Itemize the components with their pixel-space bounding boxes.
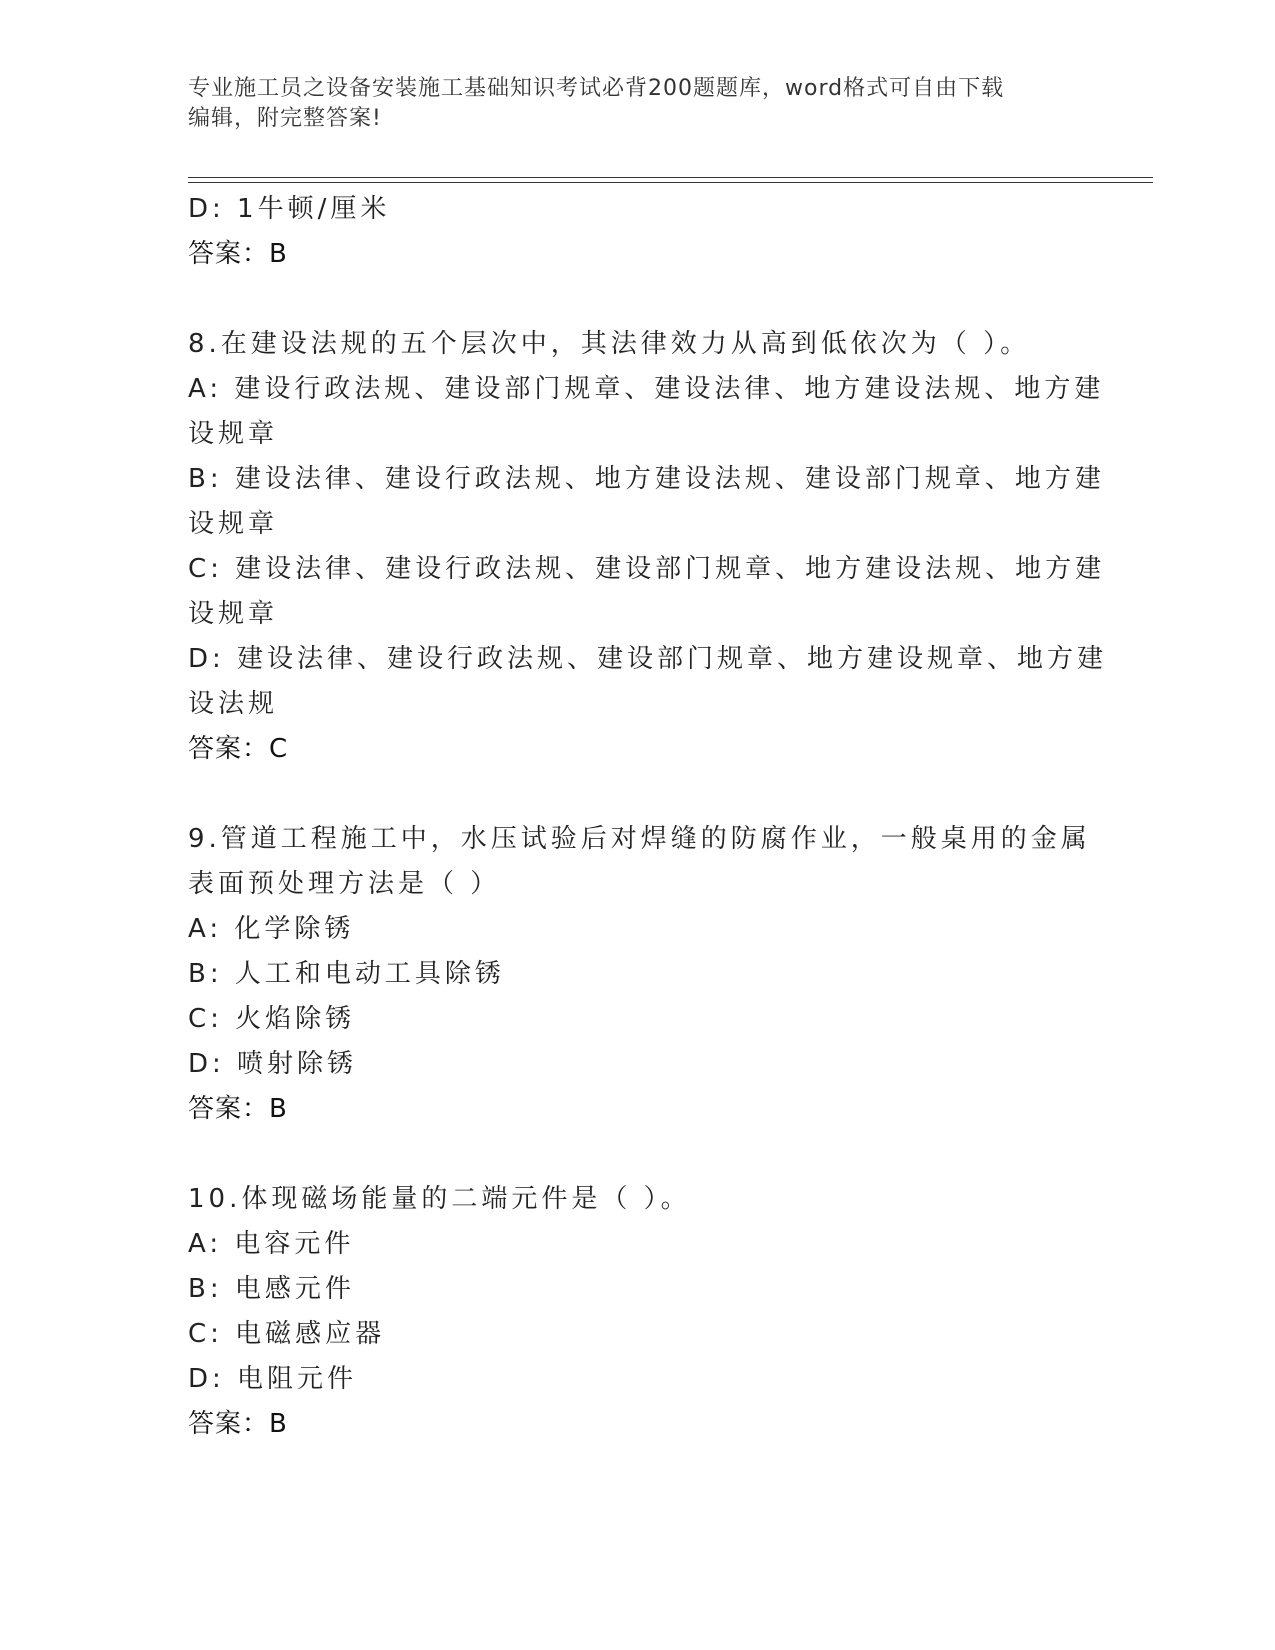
question-stem: 9.管道工程施工中，水压试验后对焊缝的防腐作业，一般桌用的金属	[188, 824, 1091, 854]
option-d: D: 1牛顿/厘米	[188, 194, 391, 224]
option-b: B: 建设法律、建设行政法规、地方建设法规、建设部门规章、地方建	[188, 464, 1105, 494]
header-line-2: 编辑，附完整答案!	[188, 106, 382, 131]
question-stem: 8.在建设法规的五个层次中，其法律效力从高到低依次为（ ）。	[188, 329, 1031, 359]
option-b-cont: 设规章	[188, 509, 279, 539]
question-stem-cont: 表面预处理方法是（ ）	[188, 869, 501, 899]
option-a: A: 化学除锈	[188, 914, 355, 944]
question-10	[188, 1177, 1088, 1447]
document-body	[188, 187, 1108, 1447]
answer-line: 答案：B	[188, 239, 288, 269]
option-a-cont: 设规章	[188, 419, 279, 449]
option-d-cont: 设法规	[188, 689, 279, 719]
option-a: A: 建设行政法规、建设部门规章、建设法律、地方建设法规、地方建	[188, 374, 1105, 404]
header-line-1: 专业施工员之设备安装施工基础知识考试必背200题题库，word格式可自由下载	[188, 76, 1005, 101]
option-a: A: 电容元件	[188, 1229, 355, 1259]
option-b: B: 电感元件	[188, 1274, 355, 1304]
answer-line: 答案：C	[188, 734, 289, 764]
question-8	[188, 322, 1108, 772]
option-b: B: 人工和电动工具除锈	[188, 959, 505, 989]
question-9	[188, 817, 1091, 1132]
option-c: C: 建设法律、建设行政法规、建设部门规章、地方建设法规、地方建	[188, 554, 1106, 584]
header-rule-bottom	[188, 182, 1153, 183]
document-header	[188, 74, 1088, 134]
option-c-cont: 设规章	[188, 599, 279, 629]
answer-line: 答案：B	[188, 1409, 288, 1439]
question-stem: 10.体现磁场能量的二端元件是（ ）。	[188, 1184, 691, 1214]
previous-question-tail	[188, 187, 1088, 277]
option-d: D: 喷射除锈	[188, 1049, 358, 1079]
option-c: C: 火焰除锈	[188, 1004, 356, 1034]
option-c: C: 电磁感应器	[188, 1319, 386, 1349]
option-d: D: 电阻元件	[188, 1364, 358, 1394]
answer-line: 答案：B	[188, 1094, 288, 1124]
header-rule-top	[188, 177, 1153, 178]
option-d: D: 建设法律、建设行政法规、建设部门规章、地方建设规章、地方建	[188, 644, 1108, 674]
